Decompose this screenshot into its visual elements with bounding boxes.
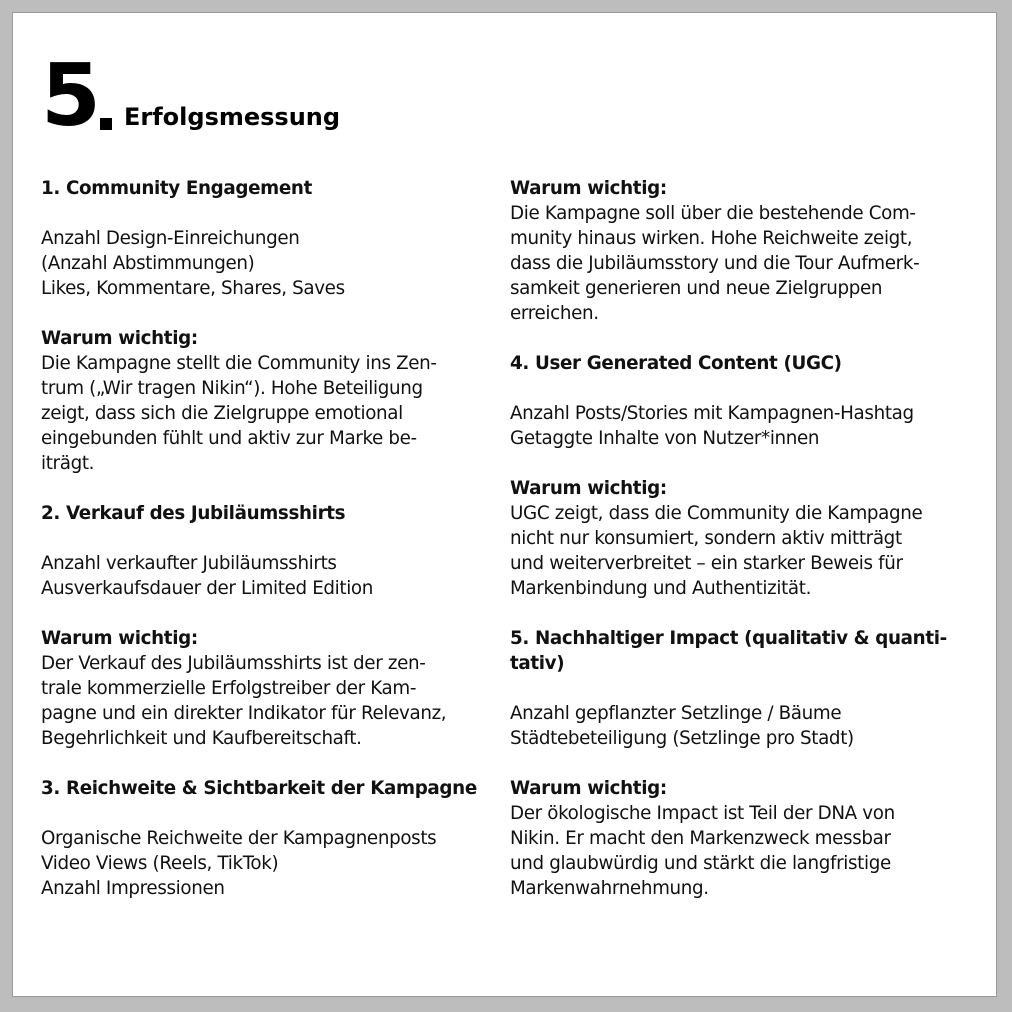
heading-nachhaltiger-impact: 5. Nachhaltiger Impact (qualitativ & quanti- tativ) — [510, 628, 947, 674]
document-page — [12, 12, 997, 997]
section-title: Erfolgsmessung — [124, 103, 341, 131]
why-label: Warum wichtig: — [41, 328, 198, 349]
why-verkauf — [41, 626, 491, 751]
why-label: Warum wichtig: — [510, 178, 667, 199]
metric-item: Anzahl gepflanzter Setzlinge / Bäume — [510, 703, 842, 724]
heading-verkauf-jubilaeumsshirts: 2. Verkauf des Jubiläumsshirts — [41, 503, 346, 524]
right-column — [510, 176, 970, 926]
left-column — [41, 176, 491, 926]
why-impact — [510, 776, 970, 901]
metric-item: Anzahl Posts/Stories mit Kampagnen-Hashtag — [510, 403, 914, 424]
metric-item: Getaggte Inhalte von Nutzer*innen — [510, 428, 820, 449]
metric-item: Städtebeteiligung (Setzlinge pro Stadt) — [510, 728, 854, 749]
metric-item: Anzahl verkaufter Jubiläumsshirts — [41, 553, 337, 574]
why-text: UGC zeigt, dass die Community die Kampagne nicht nur konsumiert, sondern aktiv mitträgt und weiterverbreitet – ein starker Beweis für Markenbindung und Authentizität. — [510, 503, 923, 599]
why-text: Der ökologische Impact ist Teil der DNA von Nikin. Er macht den Markenzweck messbar und glaubwürdig und stärkt die langfristige Markenwahrnehmung. — [510, 803, 895, 899]
why-text: Der Verkauf des Jubiläumsshirts ist der zen- trale kommerzielle Erfolgstreiber der Kam- pagne und ein direkter Indikator für Relevanz, Begehrlichkeit und Kaufbereitschaft. — [41, 653, 447, 749]
metrics-verkauf — [41, 551, 491, 601]
metrics-reichweite — [41, 826, 491, 901]
section-number: 5 — [41, 46, 99, 146]
metric-item: Likes, Kommentare, Shares, Saves — [41, 278, 345, 299]
metrics-ugc — [510, 401, 970, 451]
metric-item: Ausverkaufsdauer der Limited Edition — [41, 578, 373, 599]
why-label: Warum wichtig: — [510, 778, 667, 799]
metric-item: Anzahl Impressionen — [41, 878, 225, 899]
why-ugc — [510, 476, 970, 601]
why-label: Warum wichtig: — [510, 478, 667, 499]
why-label: Warum wichtig: — [41, 628, 198, 649]
metric-item: (Anzahl Abstimmungen) — [41, 253, 255, 274]
metrics-community-engagement — [41, 226, 491, 301]
why-text: Die Kampagne stellt die Community ins Zen- trum („Wir tragen Nikin“). Hohe Beteiligung zeigt, dass sich die Zielgruppe emotional eingebunden fühlt und aktiv zur Marke be- iträgt. — [41, 353, 437, 474]
why-text: Die Kampagne soll über die bestehende Com- munity hinaus wirken. Hohe Reichweite zeigt, dass die Jubiläumsstory und die Tour Aufmerk- samkeit generieren und neue Zielgruppen erreichen. — [510, 203, 920, 324]
why-community-engagement — [41, 326, 491, 476]
metric-item: Organische Reichweite der Kampagnenposts — [41, 828, 437, 849]
metric-item: Anzahl Design-Einreichungen — [41, 228, 300, 249]
heading-reichweite: 3. Reichweite & Sichtbarkeit der Kampagne — [41, 778, 477, 799]
square-bullet-icon — [100, 118, 112, 130]
heading-community-engagement: 1. Community Engagement — [41, 178, 312, 199]
section-header — [41, 46, 941, 153]
metrics-impact — [510, 701, 970, 751]
heading-ugc: 4. User Generated Content (UGC) — [510, 353, 842, 374]
why-reichweite — [510, 176, 970, 326]
metric-item: Video Views (Reels, TikTok) — [41, 853, 279, 874]
